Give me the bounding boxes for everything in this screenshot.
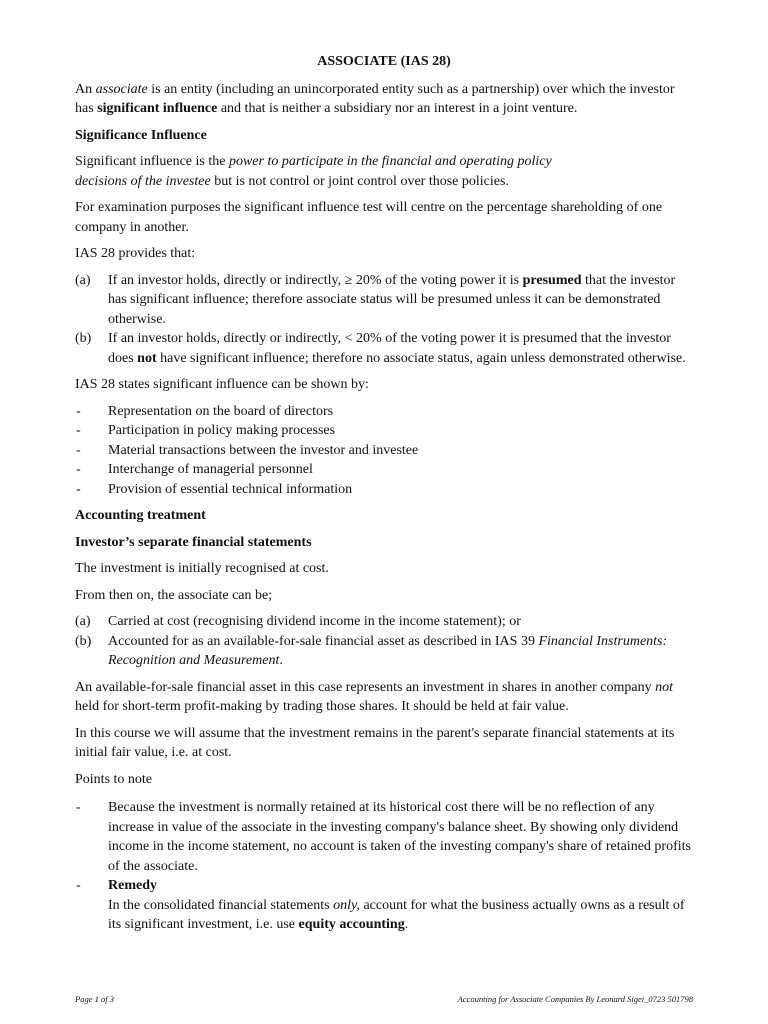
text-run: .: [279, 653, 283, 668]
text-run: is an entity (including an unincorporated entity such as a partnership) over which the investor has: [75, 81, 675, 116]
list-item: [75, 480, 693, 500]
text-run: account for what the business actually owns as a result of its significant investment, i.e. use: [108, 897, 685, 932]
list-marker: (a): [75, 272, 91, 288]
text-run: that the investor has significant influence; therefore associate status will be presumed unless it can be demonstrated otherwise.: [108, 272, 676, 327]
list-marker: -: [76, 800, 81, 815]
list-item: [75, 271, 693, 330]
list-marker: (b): [75, 633, 92, 649]
list-item-text: Interchange of managerial personnel: [108, 462, 313, 477]
italic-run: not: [655, 679, 674, 695]
examination-paragraph: For examination purposes the significant influence test will centre on the percentage shareholding of one company in another.: [75, 200, 663, 235]
italic-run: power to participate in the financial and operating policy: [228, 154, 552, 169]
list-marker: -: [76, 878, 81, 893]
list-marker: -: [76, 481, 81, 497]
list-item: [75, 460, 693, 480]
list-item: [75, 421, 693, 441]
provides-list: [75, 271, 693, 369]
italic-run: only,: [333, 897, 360, 913]
footer-credit: Accounting for Associate Companies By Leonard Sigei_0723 501798: [457, 994, 693, 1004]
text-run: An available-for-sale financial asset in this case represents an investment in shares in another company: [75, 679, 656, 695]
text-run: have significant influence; therefore no associate status, again unless demonstrated otherwise.: [156, 350, 686, 366]
ias-states-intro: IAS 28 states significant influence can be shown by:: [75, 377, 369, 392]
list-item: [75, 876, 693, 935]
document-title: ASSOCIATE (IAS 28): [317, 54, 451, 69]
list-item-text: Because the investment is normally retained at its historical cost there will be no reflection of any increase in value of the associate in the investing company's balance sheet. By showing only dividend income in the income statement, no account is taken of the investing company's share of retained profits of the associate.: [108, 800, 691, 874]
significant-influence-term: significant influence: [97, 101, 218, 116]
text-run: In the consolidated financial statements: [108, 897, 334, 913]
list-item-text: Representation on the board of directors: [108, 403, 334, 419]
shown-by-list: [75, 402, 693, 500]
available-for-sale-paragraph: [75, 678, 693, 717]
text-run: .: [404, 917, 409, 932]
bold-run: presumed: [522, 272, 582, 288]
bold-run: not: [137, 350, 157, 366]
points-list: [75, 798, 693, 935]
list-item: [75, 329, 693, 368]
list-marker: (b): [75, 331, 92, 346]
list-marker: -: [76, 442, 81, 458]
text-run: held for short-term profit-making by trading those shares. It should be held at fair value.: [75, 699, 569, 714]
list-item-text: Participation in policy making processes: [108, 423, 336, 438]
text-run: If an investor holds, directly or indirectly, < 20% of the voting power it is presumed that the investor does: [108, 331, 671, 366]
page-number: Page 1 of 3: [75, 994, 114, 1004]
list-item: [75, 402, 693, 422]
text-run: but is not control or joint control over those policies.: [210, 173, 509, 189]
list-item: [75, 798, 693, 876]
list-item: [75, 612, 693, 632]
list-marker: -: [76, 403, 81, 419]
list-item: [75, 632, 693, 671]
course-assumption-paragraph: In this course we will assume that the investment remains in the parent's separate financial statements at its initial fair value, i.e. at cost.: [75, 725, 675, 760]
from-then-paragraph: From then on, the associate can be;: [75, 587, 273, 603]
italic-run: Financial Instruments: Recognition and Measurement: [108, 633, 668, 668]
list-marker: -: [76, 462, 81, 477]
italic-run: decisions of the investee: [75, 173, 211, 189]
associate-definition: [75, 80, 693, 119]
document-page: [75, 52, 693, 942]
heading-accounting-treatment: Accounting treatment: [75, 508, 206, 523]
list-item-text: Provision of essential technical information: [108, 481, 353, 497]
associate-options-list: [75, 612, 693, 671]
list-item: [75, 441, 693, 461]
list-marker: (a): [75, 614, 91, 629]
remedy-title: Remedy: [108, 878, 157, 893]
significant-influence-definition: [75, 152, 693, 191]
heading-separate-statements: Investor’s separate financial statements: [75, 534, 312, 550]
associate-term: associate: [95, 81, 148, 97]
initially-recognised-paragraph: The investment is initially recognised at cost.: [75, 561, 329, 576]
points-to-note-label: Points to note: [75, 771, 153, 787]
text-run: and that is neither a subsidiary nor an interest in a joint venture.: [217, 101, 578, 116]
ias-provides-intro: IAS 28 provides that:: [75, 246, 196, 261]
text-run: Carried at cost (recognising dividend income in the income statement); or: [108, 614, 521, 629]
heading-significance-influence: Significance Influence: [75, 127, 207, 143]
text-run: If an investor holds, directly or indirectly, ≥ 20% of the voting power it is: [108, 272, 523, 288]
text-run: An: [75, 81, 96, 97]
text-run: Accounted for as an available-for-sale financial asset as described in IAS 39: [108, 633, 539, 649]
equity-accounting-term: equity accounting: [298, 917, 405, 932]
list-item-text: Material transactions between the investor and investee: [108, 442, 419, 458]
text-run: Significant influence is the: [75, 154, 229, 169]
list-marker: -: [76, 423, 81, 438]
